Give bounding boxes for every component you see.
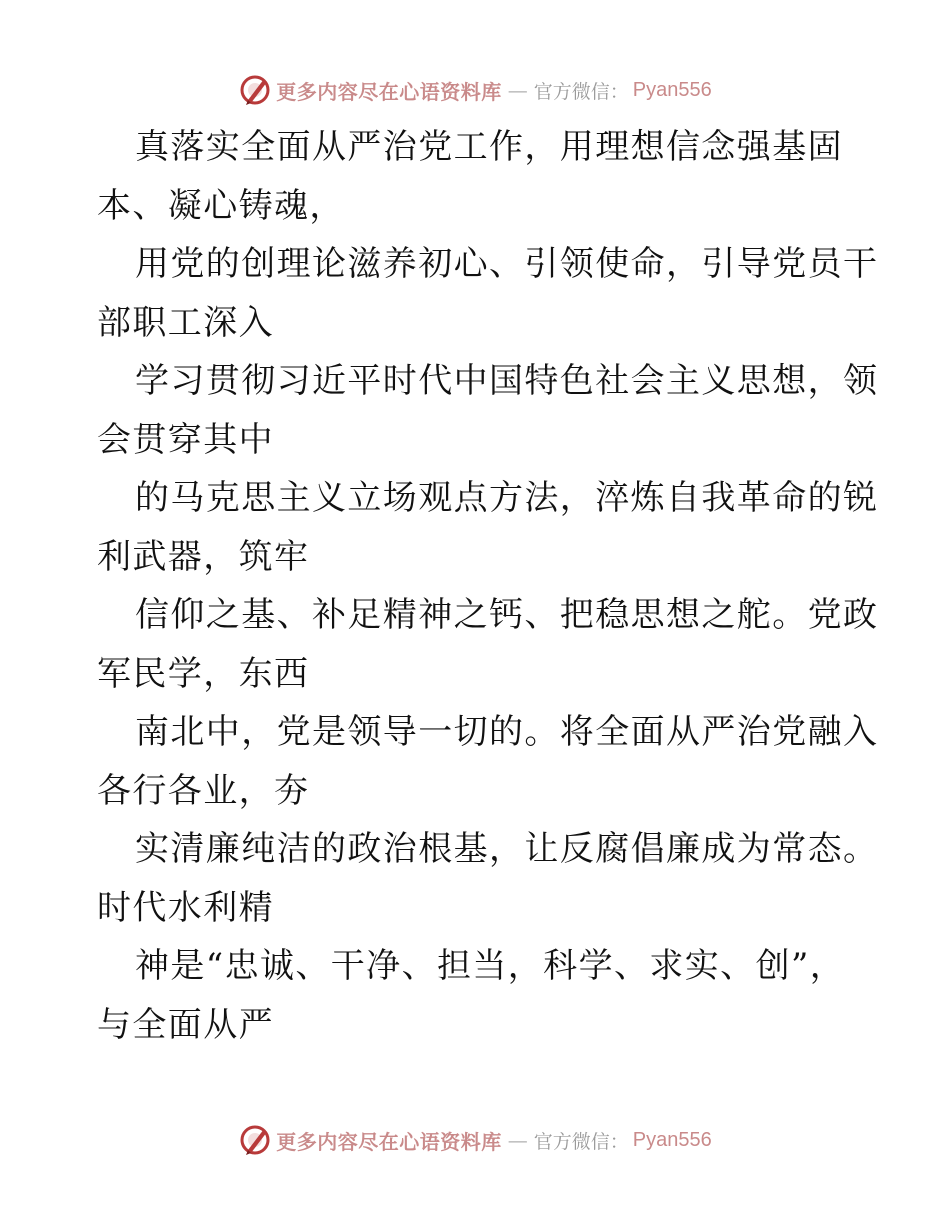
paragraph-line: 各行各业，夯 [97,770,310,811]
footer-handle: Pyan556 [632,1128,712,1151]
paragraph-line: 与全面从严 [97,1004,274,1045]
document-body [97,118,879,1054]
paragraph-line: 信仰之基、补足精神之钙、把稳思想之舵。党政 [135,595,879,635]
header-handle: Pyan556 [632,78,712,101]
paragraph-line: 军民学，东西 [97,653,310,694]
paragraph-line: 学习贯彻习近平时代中国特色社会主义思想，领 [135,361,879,401]
footer-promo-text: 更多内容尽在心语资料库 [276,1129,502,1154]
header-dash: — [507,78,528,102]
pen-logo-icon [238,73,272,107]
footer-watermark [0,1120,950,1160]
paragraph-line: 的马克思主义立场观点方法，淬炼自我革命的锐 [135,478,879,518]
header-promo-text: 更多内容尽在心语资料库 [276,79,502,104]
paragraph-line: 利武器，筑牢 [97,536,310,577]
header-watermark [0,70,950,110]
paragraph-line: 用党的创理论滋养初心、引领使命，引导党员干 [135,244,879,284]
paragraph-line: 神是“忠诚、干净、担当，科学、求实、创”， [135,946,846,986]
paragraph-line: 会贯穿其中 [97,419,274,460]
paragraph-line: 时代水利精 [97,887,274,928]
header-official-label: 官方微信： [533,80,629,103]
paragraph-line: 真落实全面从严治党工作，用理想信念强基固 [135,127,843,167]
footer-official-label: 官方微信： [533,1130,629,1153]
pen-logo-icon [238,1123,272,1157]
paragraph-line: 部职工深入 [97,302,274,343]
paragraph-line: 实清廉纯洁的政治根基，让反腐倡廉成为常态。 [135,829,879,869]
paragraph-line: 南北中，党是领导一切的。将全面从严治党融入 [135,712,879,752]
footer-dash: — [507,1128,528,1152]
paragraph-line: 本、凝心铸魂， [97,185,345,226]
